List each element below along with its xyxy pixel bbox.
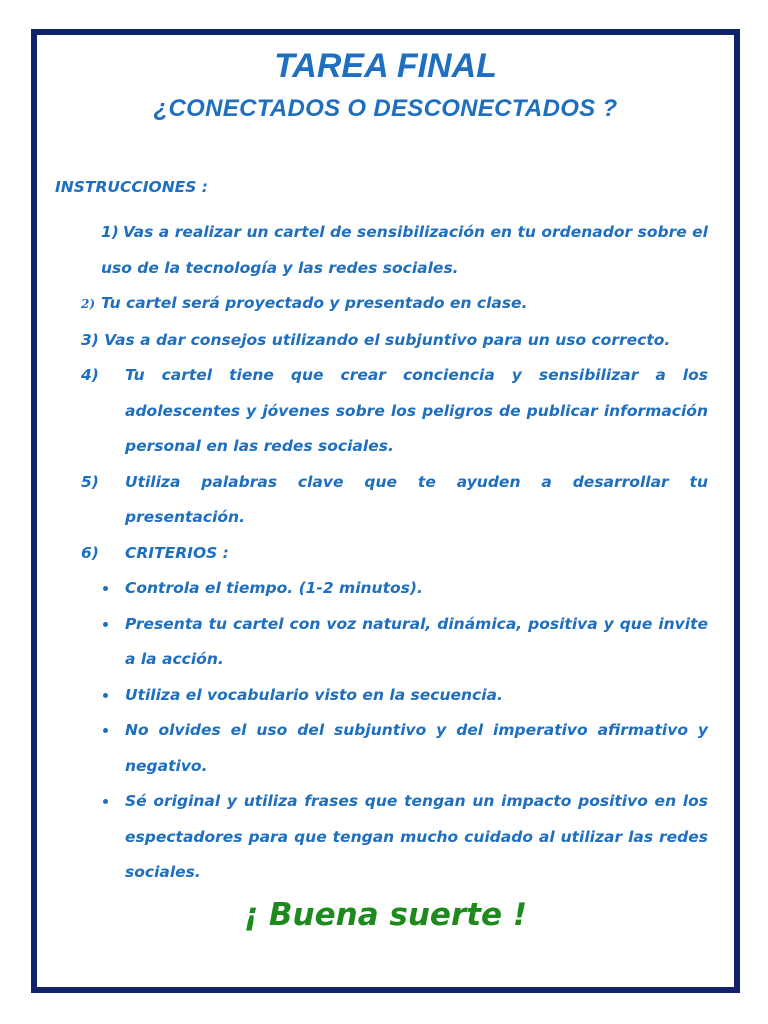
instruction-item-1 <box>101 215 708 286</box>
instruction-text: Vas a realizar un cartel de sensibilización en tu ordenador sobre el uso de la tecnología y las redes sociales. <box>101 223 708 277</box>
criteria-text: Controla el tiempo. (1-2 minutos). <box>125 579 423 597</box>
criteria-text: Sé original y utiliza frases que tengan un impacto positivo en los espectadores para que tengan mucho cuidado al utilizar las redes sociales. <box>125 792 708 881</box>
bullet-dot-icon <box>103 586 108 591</box>
instruction-item-6 <box>37 536 708 572</box>
instruction-number: 2) <box>81 297 96 311</box>
instruction-number: 6) <box>81 543 99 562</box>
criteria-list <box>37 571 734 891</box>
document-frame <box>31 29 740 993</box>
bullet-dot-icon <box>103 728 108 733</box>
criteria-text: Utiliza el vocabulario visto en la secuencia. <box>125 685 503 704</box>
document-subtitle: ¿CONECTADOS O DESCONECTADOS ? <box>153 95 618 122</box>
criteria-heading: CRITERIOS : <box>125 543 229 562</box>
criteria-item <box>37 607 708 678</box>
instruction-item-3 <box>81 323 708 359</box>
bullet-dot-icon <box>103 693 108 698</box>
instruction-number: 3) <box>81 330 99 349</box>
instructions-heading: INSTRUCCIONES : <box>55 178 209 196</box>
closing-message: ¡ Buena suerte ! <box>243 897 528 933</box>
instruction-number: 5) <box>81 472 99 491</box>
document-title: TAREA FINAL <box>274 47 497 85</box>
criteria-item <box>37 678 708 714</box>
instruction-text: Vas a dar consejos utilizando el subjuntivo para un uso correcto. <box>104 330 671 349</box>
instructions-list <box>37 215 734 891</box>
instruction-item-2 <box>81 286 708 323</box>
criteria-item <box>37 784 708 891</box>
bullet-dot-icon <box>103 799 108 804</box>
criteria-item <box>37 713 708 784</box>
criteria-item <box>37 571 708 607</box>
instruction-number: 1) <box>101 223 119 241</box>
instruction-number: 4) <box>81 366 99 384</box>
criteria-text: Presenta tu cartel con voz natural, dinámica, positiva y que invite a la acción. <box>125 614 708 668</box>
instruction-text: Tu cartel será proyectado y presentado en clase. <box>101 294 528 312</box>
instruction-item-4 <box>37 358 708 465</box>
criteria-text: No olvides el uso del subjuntivo y del imperativo afirmativo y negativo. <box>125 721 708 775</box>
bullet-dot-icon <box>103 622 108 627</box>
instruction-text: Tu cartel tiene que crear conciencia y sensibilizar a los adolescentes y jóvenes sobre los peligros de publicar información personal en las redes sociales. <box>125 366 708 455</box>
instruction-text: Utiliza palabras clave que te ayuden a desarrollar tu presentación. <box>125 472 708 526</box>
instruction-item-5 <box>37 465 708 536</box>
